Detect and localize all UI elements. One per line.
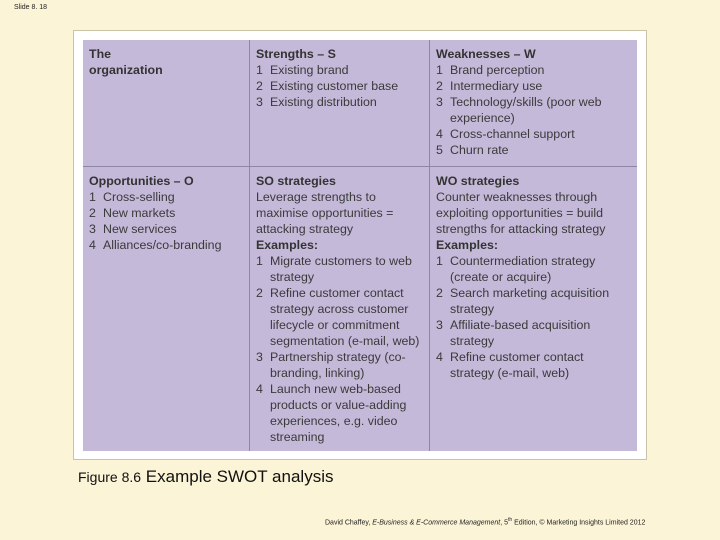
- list-item: [89, 205, 243, 221]
- list-item-number: 1: [256, 63, 263, 77]
- weaknesses-cell: [429, 40, 637, 166]
- so-strategies-description: Leverage strengths to maximise opportunities = attacking strategy: [256, 190, 394, 236]
- list-item-text: Partnership strategy (co-branding, linking): [270, 350, 406, 380]
- list-item-text: Refine customer contact strategy across customer lifecycle or commitment segmentation (e-mail, web): [270, 286, 420, 348]
- list-item: [256, 285, 423, 349]
- corner-line-2: organization: [89, 63, 163, 77]
- wo-strategies-heading: WO strategies: [436, 174, 520, 188]
- footer-rest: Edition, © Marketing Insights Limited 2012: [514, 519, 646, 527]
- corner-line-1: The: [89, 47, 112, 61]
- wo-examples-label: Examples:: [436, 238, 498, 252]
- list-item-text: Countermediation strategy (create or acquire): [450, 254, 596, 284]
- list-item: [256, 62, 423, 78]
- strengths-heading: Strengths – S: [256, 47, 336, 61]
- list-item-number: 2: [89, 206, 96, 220]
- list-item-number: 1: [89, 190, 96, 204]
- list-item-number: 5: [436, 143, 443, 157]
- list-item-text: Technology/skills (poor web experience): [450, 95, 602, 125]
- list-item-number: 1: [436, 63, 443, 77]
- list-item-number: 2: [256, 79, 263, 93]
- list-item-number: 3: [256, 95, 263, 109]
- list-item: [256, 349, 423, 381]
- list-item: [89, 237, 243, 253]
- list-item: [256, 253, 423, 285]
- weaknesses-list: [436, 62, 631, 158]
- list-item: [89, 221, 243, 237]
- opportunities-cell: [83, 166, 249, 451]
- swot-table: [83, 40, 637, 451]
- list-item-text: Intermediary use: [450, 79, 543, 93]
- list-item-number: 2: [436, 286, 443, 300]
- list-item-text: Affiliate-based acquisition strategy: [450, 318, 591, 348]
- opportunities-list: [89, 189, 243, 253]
- list-item: [436, 62, 631, 78]
- list-item-text: Search marketing acquisition strategy: [450, 286, 610, 316]
- list-item: [436, 126, 631, 142]
- list-item: [436, 285, 631, 317]
- list-item: [256, 381, 423, 445]
- footer-author: David Chaffey,: [325, 519, 371, 527]
- list-item-number: 3: [436, 318, 443, 332]
- list-item-text: Refine customer contact strategy (e-mail, web): [450, 350, 584, 380]
- wo-examples-list: [436, 253, 631, 381]
- list-item: [436, 317, 631, 349]
- so-examples-list: [256, 253, 423, 445]
- footer-edition-suffix: th: [508, 517, 513, 523]
- list-item: [256, 78, 423, 94]
- list-item-text: Cross-channel support: [450, 127, 575, 141]
- list-item-text: Existing distribution: [270, 95, 377, 109]
- source-footer: David Chaffey, E-Business & E-Commerce Management, 5th Edition, © Marketing Insights Limited 2012: [325, 517, 646, 527]
- list-item-text: Launch new web-based products or value-adding experiences, e.g. video streaming: [270, 382, 407, 444]
- list-item-text: Cross-selling: [103, 190, 175, 204]
- list-item-number: 1: [256, 254, 263, 268]
- strengths-list: [256, 62, 423, 110]
- figure-number: Figure 8.6: [78, 469, 142, 485]
- list-item-text: Churn rate: [450, 143, 509, 157]
- list-item-text: Existing customer base: [270, 79, 399, 93]
- list-item-number: 4: [89, 238, 96, 252]
- so-strategies-cell: [249, 166, 429, 451]
- list-item-number: 2: [436, 79, 443, 93]
- list-item-text: Alliances/co-branding: [103, 238, 222, 252]
- list-item-number: 3: [256, 350, 263, 364]
- list-item: [436, 94, 631, 126]
- opportunities-heading: Opportunities – O: [89, 174, 194, 188]
- list-item-text: Migrate customers to web strategy: [270, 254, 412, 284]
- list-item-number: 4: [256, 382, 263, 396]
- corner-cell: [83, 40, 249, 166]
- list-item-number: 1: [436, 254, 443, 268]
- wo-strategies-description: Counter weaknesses through exploiting opportunities = build strengths for attacking strategy: [436, 190, 606, 236]
- figure-caption: [78, 467, 333, 487]
- list-item-number: 3: [436, 95, 443, 109]
- wo-strategies-cell: [429, 166, 637, 451]
- list-item: [436, 142, 631, 158]
- list-item-number: 4: [436, 350, 443, 364]
- list-item-text: New markets: [103, 206, 176, 220]
- so-examples-label: Examples:: [256, 238, 318, 252]
- list-item-number: 2: [256, 286, 263, 300]
- footer-book-title: E-Business & E-Commerce Management: [372, 519, 501, 527]
- list-item-text: Brand perception: [450, 63, 545, 77]
- footer-edition-number: 5: [504, 519, 509, 527]
- list-item-number: 4: [436, 127, 443, 141]
- list-item-text: New services: [103, 222, 177, 236]
- list-item: [436, 78, 631, 94]
- weaknesses-heading: Weaknesses – W: [436, 47, 536, 61]
- list-item-number: 3: [89, 222, 96, 236]
- strengths-cell: [249, 40, 429, 166]
- list-item-text: Existing brand: [270, 63, 349, 77]
- list-item: [436, 349, 631, 381]
- slide-number: Slide 8. 18: [14, 4, 48, 11]
- figure-title: Example SWOT analysis: [145, 467, 334, 486]
- list-item: [256, 94, 423, 110]
- list-item: [89, 189, 243, 205]
- list-item: [436, 253, 631, 285]
- so-strategies-heading: SO strategies: [256, 174, 336, 188]
